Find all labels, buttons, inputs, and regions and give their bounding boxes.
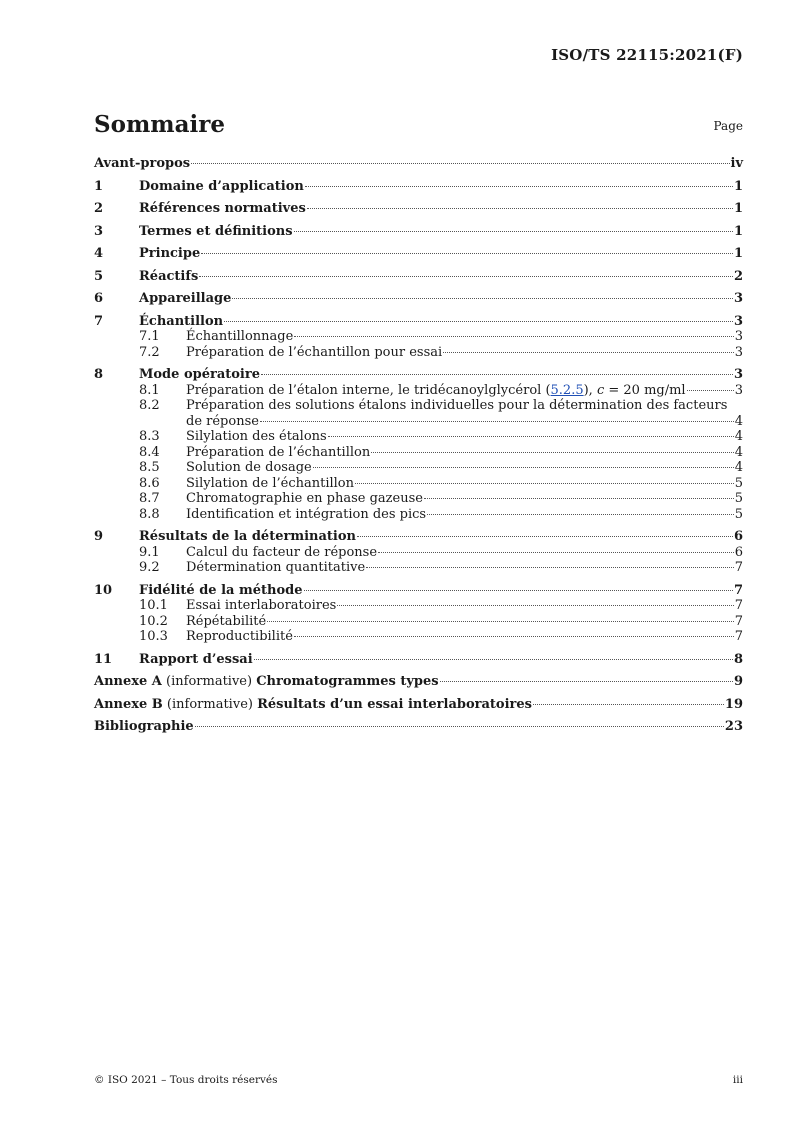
variable-c: c — [596, 382, 605, 398]
toc-entry-text: Détermination quantitative — [186, 560, 366, 575]
toc-entry-page: 3 — [734, 329, 743, 344]
toc-entry-number: 3 — [94, 223, 104, 239]
toc-entry-text: Échantillonnage — [186, 329, 294, 344]
dot-leader — [533, 704, 724, 705]
toc-entry-text: Préparation de l’étalon interne, le tridécanoylglycérol (5.2.5), c = 20 mg/ml — [186, 382, 686, 398]
toc-entry-10-3[interactable] — [94, 629, 743, 645]
dot-leader — [378, 552, 734, 553]
toc-entry-7-1[interactable] — [94, 329, 743, 345]
toc-entry-page: 2 — [733, 268, 743, 284]
dot-leader — [355, 483, 734, 484]
toc-entry-8-6[interactable] — [94, 476, 743, 492]
toc-entry-page: 6 — [733, 529, 743, 544]
toc-entry-page: 3 — [734, 382, 743, 398]
toc-entry-8-5[interactable] — [94, 460, 743, 476]
dot-leader — [443, 352, 734, 353]
toc-entry-number: 8.4 — [139, 444, 160, 460]
toc-entry-number: 10.1 — [139, 598, 168, 613]
toc-entry-annex-a[interactable] — [94, 674, 743, 690]
toc-entry-page: 8 — [733, 651, 743, 667]
toc-entry-page: 3 — [733, 367, 743, 382]
toc-entry-text: Principe — [139, 246, 201, 261]
toc-entry-9-2[interactable] — [94, 560, 743, 576]
toc-entry-number: 5 — [94, 268, 104, 284]
toc-entry-number: 10.3 — [139, 629, 168, 644]
toc-entry-text: Réactifs — [139, 268, 199, 284]
dot-leader — [328, 436, 734, 437]
dot-leader — [294, 336, 733, 337]
toc-entry-text-line1: Préparation des solutions étalons individuelles pour la détermination des facteurs — [186, 398, 728, 413]
toc-entry-page: 6 — [734, 544, 743, 560]
toc-entry-number: 7.2 — [139, 344, 160, 360]
toc-entry-text: Identification et intégration des pics — [186, 506, 427, 522]
toc-entry-number: 10 — [94, 582, 113, 598]
toc-entry-page: 5 — [734, 506, 743, 522]
toc-entry-3[interactable] — [94, 224, 743, 240]
toc-entry-number: 8.8 — [139, 506, 160, 522]
toc-entry-1[interactable] — [94, 179, 743, 195]
footer-page-number: iii — [732, 1074, 743, 1086]
dot-leader — [267, 621, 734, 622]
toc-entry-number: 1 — [94, 178, 104, 194]
toc-entry-page: 5 — [734, 475, 743, 491]
dot-leader — [201, 253, 733, 254]
toc-entry-number: 8.6 — [139, 475, 160, 491]
toc-entry-7[interactable] — [94, 314, 743, 330]
toc-entry-10-2[interactable] — [94, 614, 743, 630]
dot-leader — [304, 590, 733, 591]
toc-entry-8-2[interactable] — [94, 398, 743, 414]
toc-entry-page: 7 — [734, 613, 743, 629]
toc-entry-text: Solution de dosage — [186, 460, 312, 475]
footer-copyright: © ISO 2021 – Tous droits réservés — [94, 1074, 278, 1086]
toc-entry-text: Échantillon — [139, 313, 224, 329]
toc-entry-text: Appareillage — [139, 291, 232, 306]
toc-entry-page: 4 — [734, 444, 743, 460]
toc-entry-text: Chromatographie en phase gazeuse — [186, 491, 423, 506]
dot-leader — [687, 390, 734, 391]
page-column-label: Page — [713, 119, 743, 133]
toc-entry-foreword[interactable] — [94, 156, 743, 172]
toc-entry-number: 7 — [94, 313, 104, 329]
toc-entry-page: iv — [730, 156, 743, 171]
dot-leader — [254, 659, 733, 660]
toc-entry-page: 4 — [734, 429, 743, 444]
toc-entry-text: Avant-propos — [94, 156, 191, 171]
toc-entry-text: Rapport d’essai — [139, 651, 253, 667]
toc-entry-page: 23 — [724, 719, 743, 734]
toc-entry-text: Préparation de l’échantillon pour essai — [186, 344, 443, 360]
dot-leader — [294, 231, 733, 232]
toc-entry-page: 1 — [733, 201, 743, 216]
toc-entry-5[interactable] — [94, 269, 743, 285]
toc-entry-page: 1 — [733, 246, 743, 261]
toc-entry-number: 8.2 — [139, 398, 160, 413]
toc-entry-8-8[interactable] — [94, 507, 743, 523]
dot-leader — [199, 276, 733, 277]
dot-leader — [307, 208, 733, 209]
toc-entry-page: 1 — [733, 178, 743, 194]
toc-entry-page: 3 — [733, 291, 743, 306]
page-title: Sommaire — [94, 111, 226, 138]
toc-entry-10[interactable] — [94, 583, 743, 599]
toc-entry-page: 19 — [724, 696, 743, 712]
toc-entry-number: 9.2 — [139, 560, 160, 575]
toc-entry-number: 10.2 — [139, 613, 168, 629]
toc-entry-number: 8.5 — [139, 460, 160, 475]
toc-entry-number: 11 — [94, 651, 113, 667]
dot-leader — [224, 321, 733, 322]
toc-entry-text: Résultats de la détermination — [139, 529, 356, 544]
toc-entry-text: Mode opératoire — [139, 367, 260, 382]
toc-entry-11[interactable] — [94, 652, 743, 668]
document-code: ISO/TS 22115:2021(F) — [551, 46, 743, 64]
dot-leader — [232, 298, 733, 299]
dot-leader — [371, 452, 734, 453]
dot-leader — [337, 605, 733, 606]
dot-leader — [424, 498, 734, 499]
toc-entry-10-1[interactable] — [94, 598, 743, 614]
toc-entry-8-4[interactable] — [94, 445, 743, 461]
toc-entry-number: 2 — [94, 201, 104, 216]
toc-entry-8-1[interactable] — [94, 383, 743, 399]
toc-entry-page: 3 — [734, 344, 743, 360]
reference-link-5-2-5[interactable]: 5.2.5 — [550, 382, 584, 398]
toc-entry-8-3[interactable] — [94, 429, 743, 445]
toc-entry-8-7[interactable] — [94, 491, 743, 507]
toc-entry-text: Silylation de l’échantillon — [186, 475, 354, 491]
toc-entry-2[interactable] — [94, 201, 743, 217]
toc-entry-text: Annexe A (informative) Chromatogrammes types — [94, 674, 439, 689]
toc-entry-text: Essai interlaboratoires — [186, 598, 337, 613]
toc-entry-page: 7 — [734, 629, 743, 644]
toc-entry-8-2-continued[interactable] — [94, 414, 743, 430]
toc-entry-7-2[interactable] — [94, 345, 743, 361]
toc-entry-text: Bibliographie — [94, 719, 194, 734]
toc-entry-number: 4 — [94, 246, 104, 261]
toc-entry-text: Références normatives — [139, 201, 306, 216]
dot-leader — [195, 726, 724, 727]
toc-entry-text: Répétabilité — [186, 613, 267, 629]
dot-leader — [440, 681, 733, 682]
toc-entry-page: 7 — [733, 582, 743, 598]
dot-leader — [191, 163, 729, 164]
toc-entry-page: 1 — [733, 223, 743, 239]
toc-entry-page: 7 — [734, 560, 743, 575]
toc-entry-text: Fidélité de la méthode — [139, 582, 303, 598]
toc-entry-text: Termes et définitions — [139, 223, 293, 239]
toc-entry-9-1[interactable] — [94, 545, 743, 561]
toc-entry-text: Calcul du facteur de réponse — [186, 544, 378, 560]
toc-entry-8[interactable] — [94, 367, 743, 383]
toc-entry-page: 4 — [734, 460, 743, 475]
toc-entry-text: Préparation de l’échantillon — [186, 444, 371, 460]
toc-entry-text: Silylation des étalons — [186, 429, 327, 444]
toc-entry-bibliography[interactable] — [94, 719, 743, 735]
toc-entry-page: 5 — [734, 491, 743, 506]
toc-entry-page: 4 — [734, 413, 743, 429]
dot-leader — [261, 374, 733, 375]
dot-leader — [294, 636, 734, 637]
toc-entry-6[interactable] — [94, 291, 743, 307]
dot-leader — [260, 421, 734, 422]
toc-entry-annex-b[interactable] — [94, 697, 743, 713]
toc-entry-number: 8.1 — [139, 382, 160, 398]
toc-entry-number: 6 — [94, 291, 104, 306]
toc-entry-number: 7.1 — [139, 329, 160, 344]
toc-entry-number: 9.1 — [139, 544, 160, 560]
toc-entry-text: Annexe B (informative) Résultats d’un essai interlaboratoires — [94, 696, 532, 712]
toc-entry-number: 8.3 — [139, 429, 160, 444]
table-of-contents — [94, 156, 743, 735]
toc-entry-page: 9 — [733, 674, 743, 689]
toc-entry-text: Reproductibilité — [186, 629, 293, 644]
toc-entry-number: 8 — [94, 367, 104, 382]
dot-leader — [313, 467, 734, 468]
dot-leader — [366, 567, 734, 568]
toc-entry-number: 8.7 — [139, 491, 160, 506]
dot-leader — [427, 514, 734, 515]
toc-entry-number: 9 — [94, 529, 104, 544]
dot-leader — [305, 186, 733, 187]
toc-entry-page: 7 — [734, 598, 743, 613]
toc-entry-9[interactable] — [94, 529, 743, 545]
toc-entry-4[interactable] — [94, 246, 743, 262]
toc-entry-text: Domaine d’application — [139, 178, 304, 194]
dot-leader — [357, 536, 733, 537]
toc-entry-page: 3 — [733, 313, 743, 329]
toc-entry-text-line2: de réponse — [186, 413, 259, 429]
